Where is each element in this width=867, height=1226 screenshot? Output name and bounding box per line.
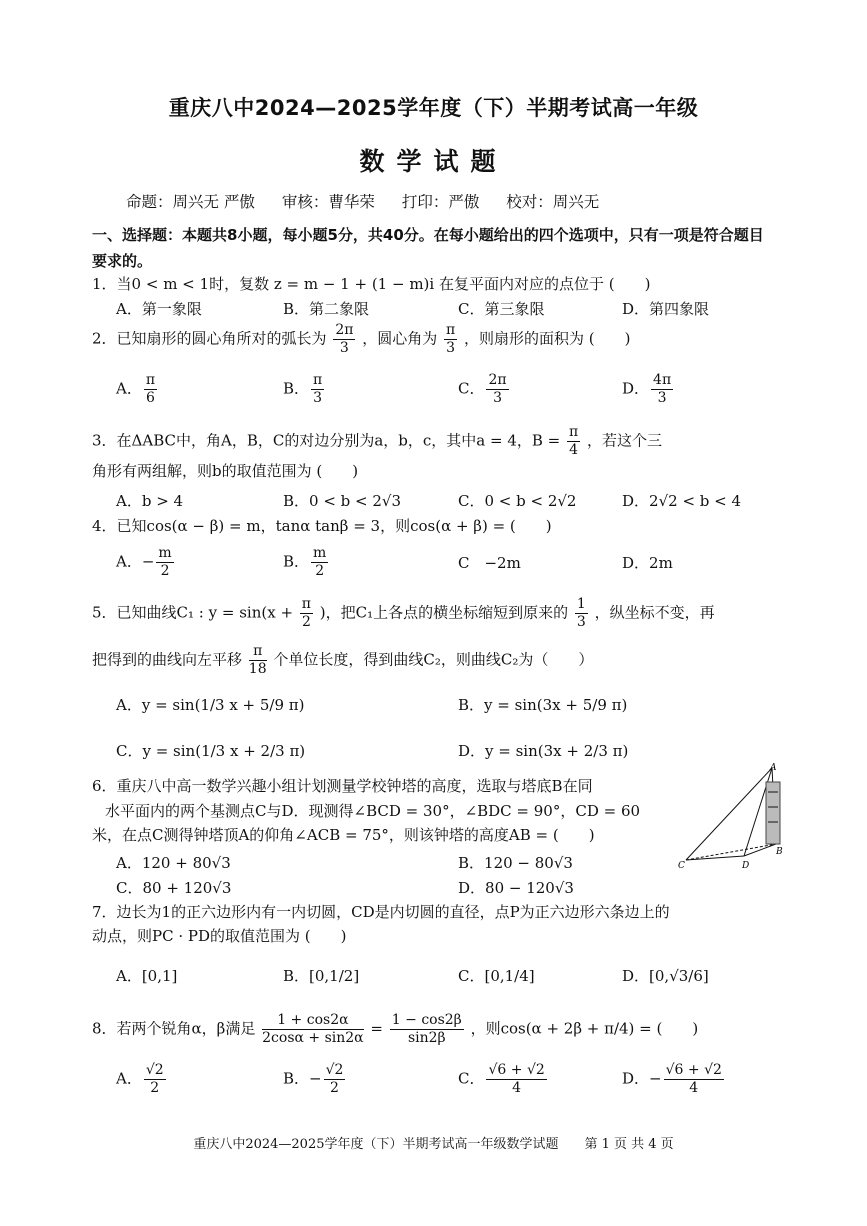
frac-den: 4 bbox=[689, 1080, 699, 1096]
opt-label: C． bbox=[458, 379, 485, 398]
q2-option-d[interactable] bbox=[622, 372, 675, 407]
q5-text-a: 5．已知曲线C₁ : y = sin(x + bbox=[92, 603, 294, 622]
q5-option-b[interactable]: B．y = sin(3x + 5/9 π) bbox=[458, 696, 628, 714]
q8-option-c[interactable] bbox=[458, 1062, 549, 1097]
line-CD bbox=[686, 856, 744, 860]
staff-printer: 打印：严傲 bbox=[401, 193, 480, 211]
q3-option-c[interactable]: C．0 < b < 2√2 bbox=[458, 492, 577, 510]
subject-title: 数学试题 bbox=[359, 147, 508, 176]
q1-option-d[interactable]: D．第四象限 bbox=[622, 300, 710, 318]
q5-option-c[interactable]: C．y = sin(1/3 x + 2/3 π) bbox=[116, 742, 306, 760]
q4-option-c[interactable]: C −2m bbox=[458, 554, 521, 572]
staff-line bbox=[126, 190, 621, 212]
opt-fraction bbox=[324, 1062, 346, 1097]
frac-num: 1 bbox=[576, 596, 586, 612]
q1-option-b[interactable]: B．第二象限 bbox=[283, 300, 370, 318]
q2-option-c[interactable] bbox=[458, 372, 511, 407]
q5-fraction-1 bbox=[300, 596, 313, 631]
opt-fraction bbox=[311, 372, 324, 407]
q8-option-a[interactable] bbox=[116, 1062, 168, 1097]
question-7-line-1: 7．边长为1的正六边形内有一内切圆，CD是内切圆的直径，点P为正六边形六条边上的 bbox=[92, 903, 670, 921]
q6-option-d[interactable]: D．80 − 120√3 bbox=[458, 879, 574, 897]
q5-fraction-3 bbox=[249, 643, 267, 678]
frac-den: 3 bbox=[657, 390, 667, 406]
q7-option-a[interactable]: A．[0,1] bbox=[116, 967, 178, 985]
staff-proofreader: 校对：周兴无 bbox=[506, 193, 600, 211]
frac-den: 6 bbox=[145, 390, 155, 406]
frac-num: π bbox=[145, 372, 156, 388]
q5-text-b: )，把C₁上各点的横坐标缩短到原来的 bbox=[319, 603, 569, 622]
q7-option-c[interactable]: C．[0,1/4] bbox=[458, 967, 535, 985]
question-5-line-2 bbox=[92, 643, 782, 678]
q3-fraction bbox=[567, 424, 580, 459]
q2-text-c: ，则扇形的面积为 ( ) bbox=[464, 329, 631, 348]
opt-label: B．− bbox=[283, 1069, 322, 1088]
opt-fraction bbox=[486, 1062, 546, 1097]
question-8 bbox=[92, 1012, 782, 1047]
q7-option-b[interactable]: B．[0,1/2] bbox=[283, 967, 360, 985]
opt-label: D． bbox=[622, 379, 650, 398]
staff-reviewer: 审核：曹华荣 bbox=[281, 193, 375, 211]
frac-den: 3 bbox=[446, 340, 456, 356]
page-footer: 重庆八中2024—2025学年度（下）半期考试高一年级数学试题 第 1 页 共 4 页 bbox=[193, 1137, 674, 1152]
opt-fraction bbox=[156, 545, 173, 580]
section-heading: 一、选择题：本题共8小题，每小题5分，共40分。在每小题给出的四个选项中，只有一项是符合题目要求的。 bbox=[92, 226, 764, 270]
q6-option-c[interactable]: C．80 + 120√3 bbox=[116, 879, 232, 897]
question-3-line-2: 角形有两组解，则b的取值范围为 ( ) bbox=[92, 462, 359, 480]
q8-text-a: 8．若两个锐角α，β满足 bbox=[92, 1019, 256, 1038]
q2-option-a[interactable] bbox=[116, 372, 159, 407]
frac-num: π bbox=[249, 643, 267, 661]
frac-den: 4 bbox=[569, 442, 579, 458]
opt-label: A． bbox=[116, 379, 142, 398]
tower-diagram bbox=[672, 762, 784, 874]
frac-den: 3 bbox=[313, 390, 323, 406]
frac-num: 2π bbox=[335, 322, 354, 338]
q5-option-d[interactable]: D．y = sin(3x + 2/3 π) bbox=[458, 742, 629, 760]
question-6-line-1: 6．重庆八中高一数学兴趣小组计划测量学校钟塔的高度，选取与塔底B在同 bbox=[92, 777, 593, 795]
line-DB bbox=[744, 844, 776, 856]
opt-label: A．− bbox=[116, 552, 155, 571]
opt-fraction bbox=[144, 372, 157, 407]
q5-text-d: 把得到的曲线向左平移 bbox=[92, 650, 243, 669]
opt-fraction bbox=[664, 1062, 724, 1097]
q2-text-b: ，圆心角为 bbox=[362, 329, 438, 348]
q1-option-c[interactable]: C．第三象限 bbox=[458, 300, 545, 318]
q1-option-a[interactable]: A．第一象限 bbox=[116, 300, 202, 318]
q8-fraction-2 bbox=[390, 1012, 464, 1047]
label-B: B bbox=[776, 847, 783, 857]
frac-den: 2 bbox=[150, 1080, 160, 1096]
q8-text-b: ，则cos(α + 2β + π/4) = ( ) bbox=[470, 1019, 699, 1038]
question-4: 4．已知cos(α − β) = m，tanα tanβ = 3，则cos(α + β) = ( ) bbox=[92, 517, 552, 535]
q2-fraction-1 bbox=[333, 322, 355, 357]
opt-label: A． bbox=[116, 1069, 142, 1088]
q2-option-b[interactable] bbox=[283, 372, 326, 407]
q4-option-d[interactable]: D．2m bbox=[622, 554, 673, 572]
opt-label: B． bbox=[283, 552, 310, 571]
question-2 bbox=[92, 322, 782, 357]
q3-text-end: ，若这个三 bbox=[586, 431, 662, 450]
q3-text: 3．在ΔABC中，角A，B，C的对边分别为a，b，c，其中a = 4，B = bbox=[92, 431, 561, 450]
q8-option-b[interactable] bbox=[283, 1062, 347, 1097]
frac-den: 3 bbox=[576, 614, 586, 630]
q6-option-a[interactable]: A．120 + 80√3 bbox=[116, 854, 231, 872]
opt-fraction bbox=[144, 1062, 166, 1097]
q5-text-e: 个单位长度，得到曲线C₂，则曲线C₂为（ ） bbox=[273, 650, 594, 669]
frac-num: √6 + √2 bbox=[488, 1062, 545, 1078]
frac-num: π bbox=[301, 596, 311, 612]
line-AC bbox=[686, 768, 772, 860]
question-6-line-2: 水平面内的两个基测点C与D．现测得∠BCD = 30°，∠BDC = 90°，CD = 60 bbox=[105, 802, 641, 820]
frac-den: 4 bbox=[512, 1080, 522, 1096]
frac-num: √6 + √2 bbox=[665, 1062, 722, 1078]
frac-num: m bbox=[313, 545, 327, 561]
frac-den: 3 bbox=[339, 340, 349, 356]
frac-num: √2 bbox=[325, 1062, 344, 1078]
question-1: 1．当0 < m < 1时，复数 z = m − 1 + (1 − m)i 在复平面内对应的点位于 ( ) bbox=[92, 275, 651, 293]
frac-den: 2 bbox=[160, 563, 170, 579]
q3-option-d[interactable]: D．2√2 < b < 4 bbox=[622, 492, 742, 510]
frac-num: π bbox=[446, 322, 456, 338]
staff-author: 命题：周兴无 严傲 bbox=[126, 193, 255, 211]
q4-option-b[interactable] bbox=[283, 545, 330, 580]
tower-shape bbox=[766, 782, 780, 844]
frac-den: 3 bbox=[493, 390, 502, 406]
frac-num: 4π bbox=[653, 372, 672, 388]
exam-title: 重庆八中2024—2025学年度（下）半期考试高一年级 bbox=[168, 96, 699, 120]
frac-num: √2 bbox=[145, 1062, 164, 1078]
q7-option-d[interactable]: D．[0,√3/6] bbox=[622, 967, 709, 985]
opt-label: B． bbox=[283, 379, 310, 398]
frac-den: sin2β bbox=[407, 1030, 446, 1046]
q8-equals: = bbox=[370, 1019, 383, 1038]
q8-option-d[interactable] bbox=[622, 1062, 726, 1097]
q2-fraction-2 bbox=[444, 322, 457, 357]
opt-fraction bbox=[311, 545, 328, 580]
frac-den: 2 bbox=[330, 1080, 339, 1096]
frac-den: 2 bbox=[301, 614, 311, 630]
q5-text-c: ，纵坐标不变，再 bbox=[594, 603, 715, 622]
frac-num: π bbox=[313, 372, 323, 388]
frac-num: π bbox=[569, 424, 579, 440]
question-6-line-3: 米，在点C测得钟塔顶A的仰角∠ACB = 75°，则该钟塔的高度AB = ( ) bbox=[92, 826, 595, 844]
q6-option-b[interactable]: B．120 − 80√3 bbox=[458, 854, 573, 872]
q8-fraction-1 bbox=[262, 1012, 364, 1047]
q3-option-b[interactable]: B．0 < b < 2√3 bbox=[283, 492, 402, 510]
label-A: A bbox=[770, 763, 777, 773]
q5-fraction-2 bbox=[575, 596, 588, 631]
opt-fraction bbox=[651, 372, 673, 407]
question-3-line-1 bbox=[92, 424, 782, 459]
opt-label: C． bbox=[458, 1069, 485, 1088]
frac-den: 2 bbox=[315, 563, 325, 579]
question-7-line-2: 动点，则PC · PD的取值范围为 ( ) bbox=[92, 927, 347, 945]
q2-text-a: 2．已知扇形的圆心角所对的弧长为 bbox=[92, 329, 327, 348]
q5-option-a[interactable]: A．y = sin(1/3 x + 5/9 π) bbox=[116, 696, 305, 714]
q3-option-a[interactable]: A．b > 4 bbox=[116, 492, 184, 510]
label-C: C bbox=[678, 861, 685, 871]
line-CB bbox=[686, 844, 776, 860]
question-5-line-1 bbox=[92, 596, 782, 631]
frac-num: 1 − cos2β bbox=[391, 1012, 462, 1028]
opt-fraction bbox=[486, 372, 508, 407]
frac-num: m bbox=[158, 545, 172, 561]
frac-num: 2π bbox=[488, 372, 507, 388]
label-D: D bbox=[742, 861, 750, 871]
frac-den: 2cosα + sin2α bbox=[262, 1030, 364, 1046]
frac-num: 1 + cos2α bbox=[262, 1012, 364, 1030]
frac-den: 18 bbox=[248, 661, 267, 677]
opt-label: D．− bbox=[622, 1069, 662, 1088]
q4-option-a[interactable] bbox=[116, 545, 176, 580]
